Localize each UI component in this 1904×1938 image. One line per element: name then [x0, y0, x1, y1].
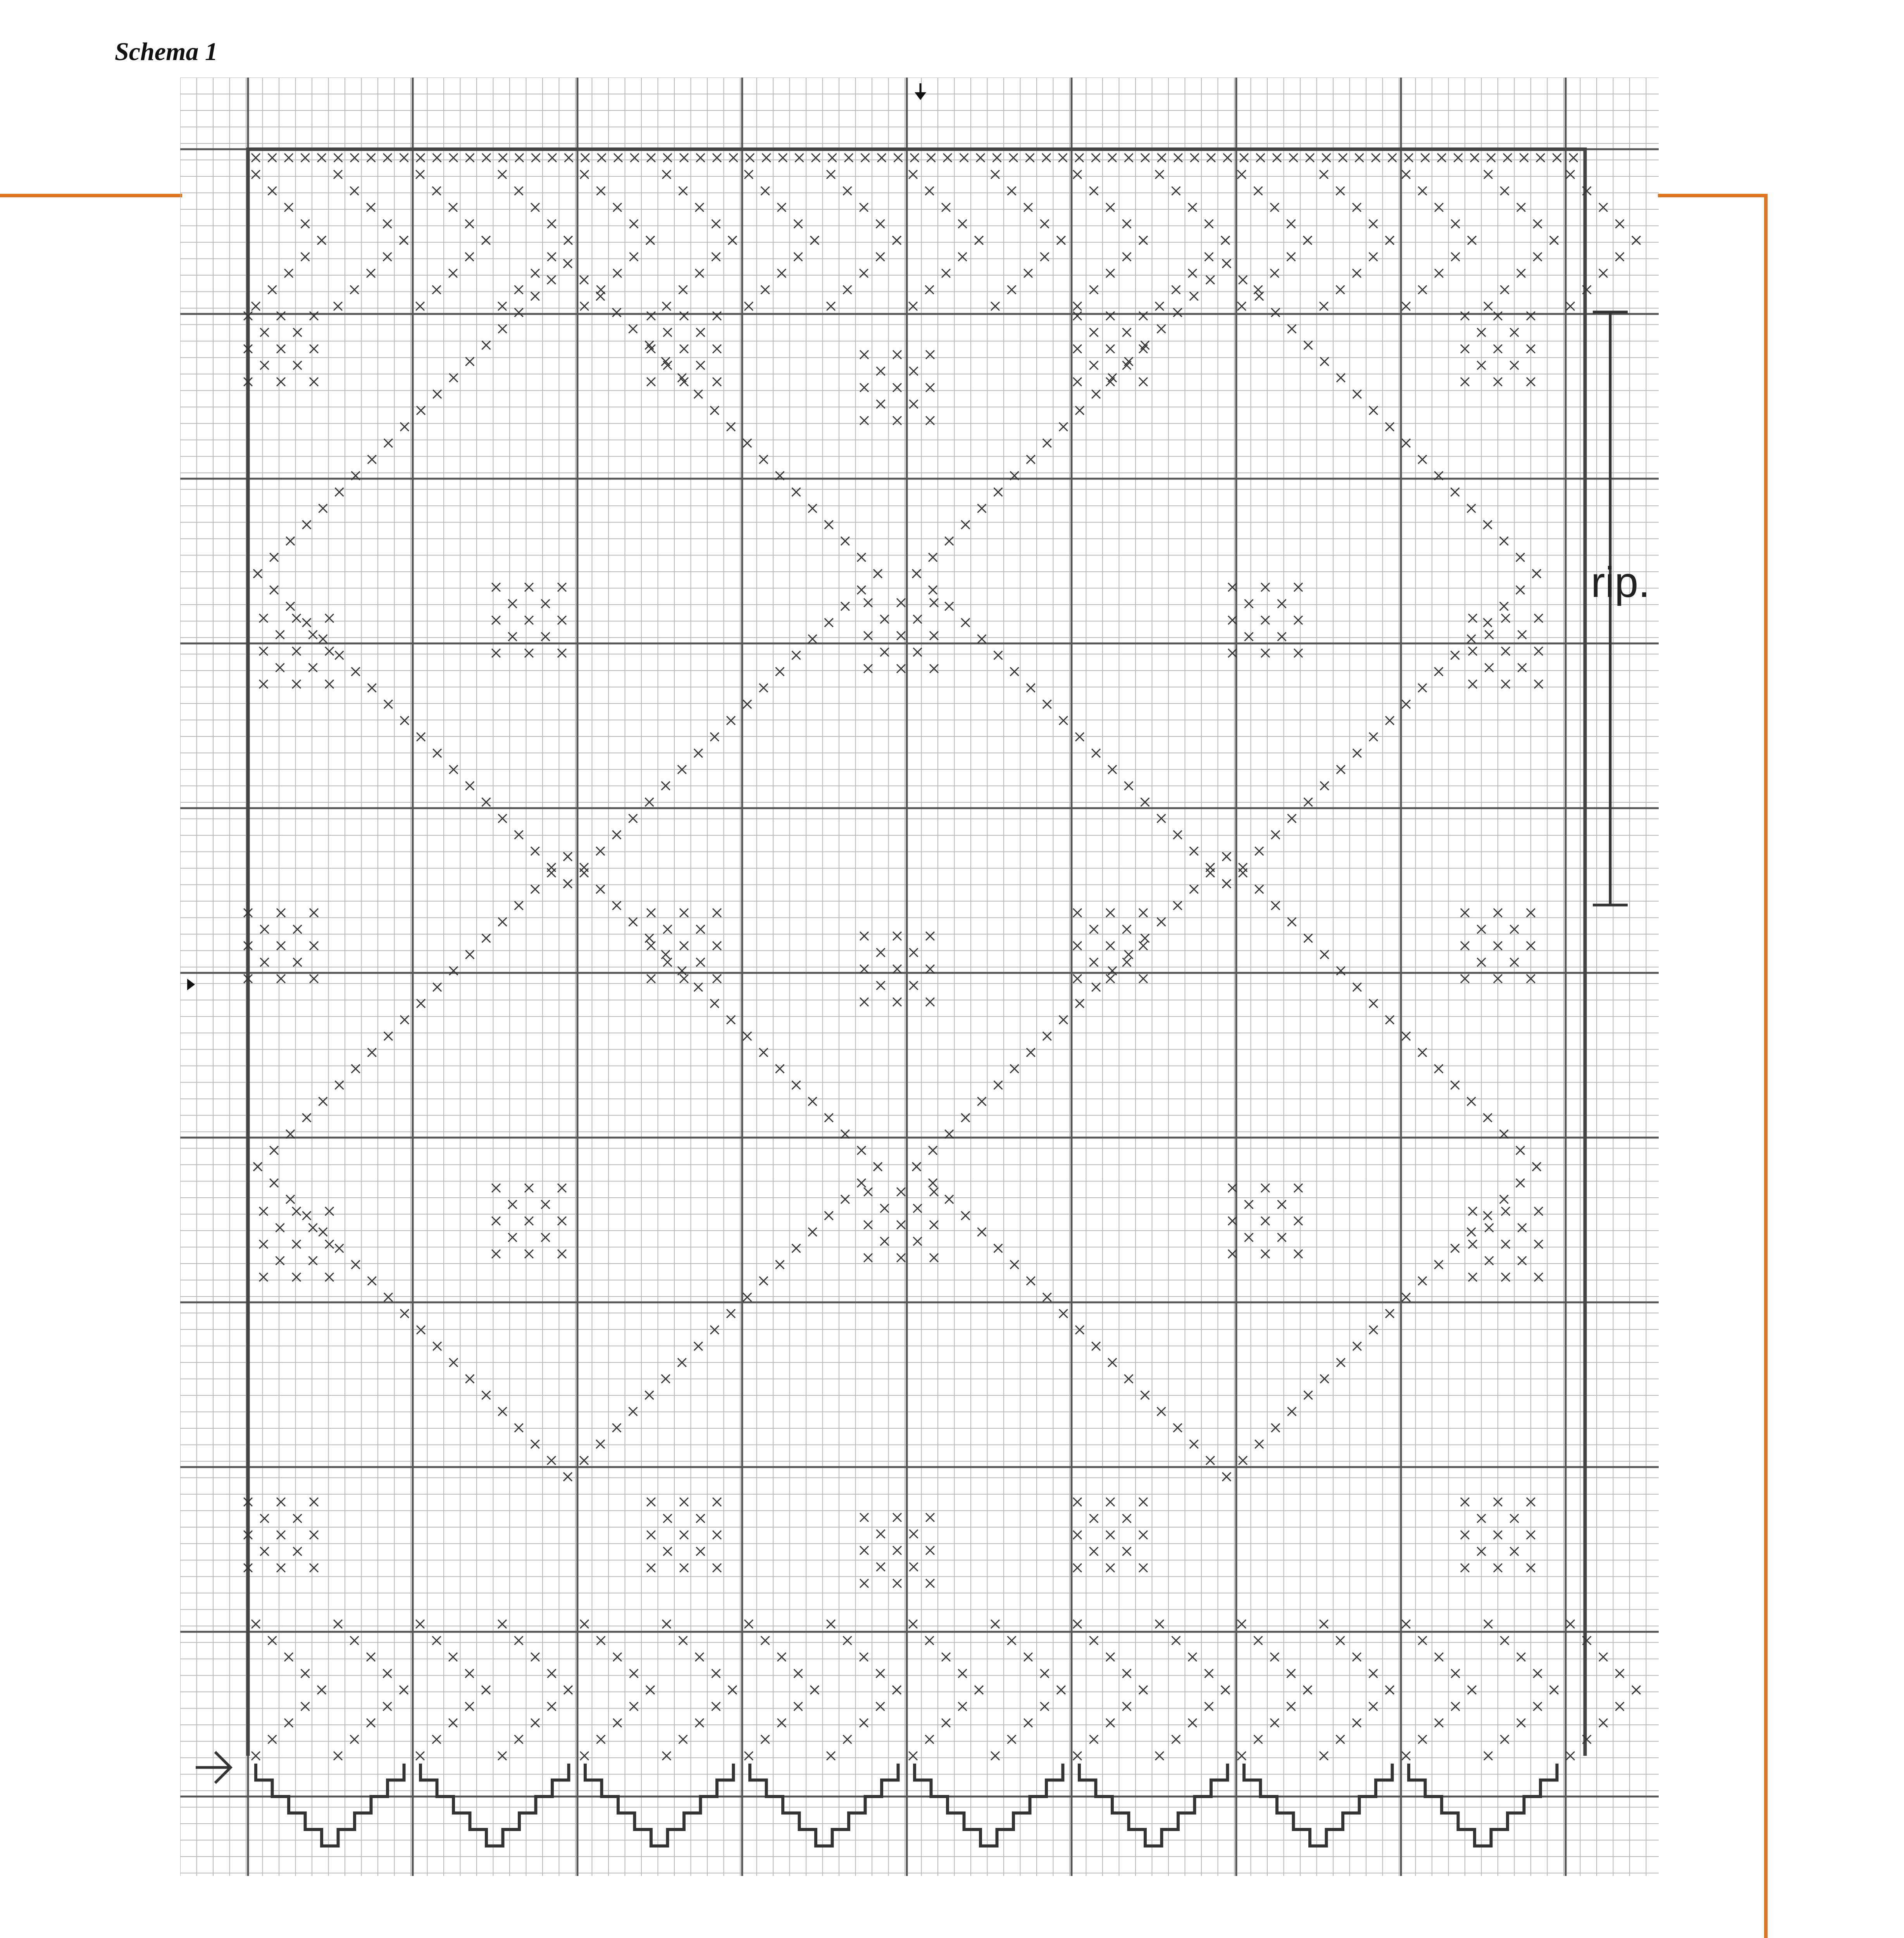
schema1-filet-chart [180, 78, 1659, 1876]
repeat-label: rip. [1591, 559, 1650, 606]
frame-line-right [1764, 194, 1768, 1938]
frame-line-top-left [0, 194, 182, 197]
frame-line-top-right [1658, 194, 1768, 197]
schema1-title: Schema 1 [115, 38, 218, 66]
